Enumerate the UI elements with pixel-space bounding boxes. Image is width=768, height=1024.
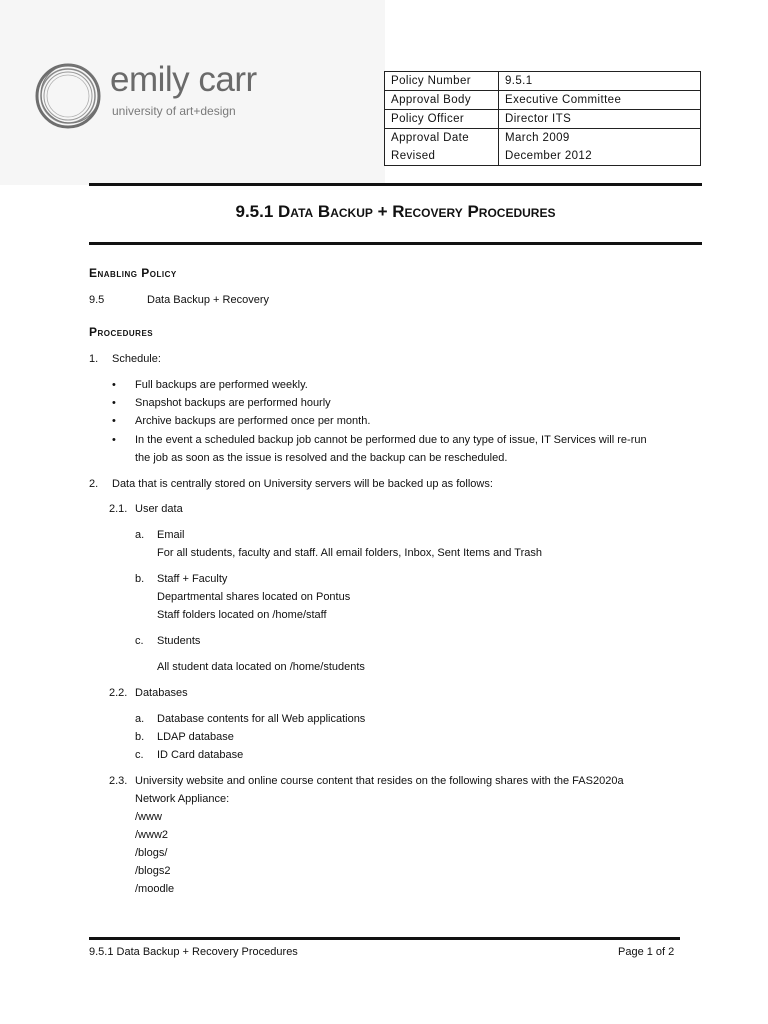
approval-body-label: Approval Body (385, 91, 499, 110)
list-item: Snapshot backups are performed hourly (135, 397, 331, 409)
bullet-icon: • (112, 397, 116, 409)
title-top-rule (89, 183, 702, 186)
list-item-continuation: the job as soon as the issue is resolved and the backup can be rescheduled. (135, 452, 508, 464)
subsection-text: Network Appliance: (135, 793, 230, 805)
list-item: Full backups are performed weekly. (135, 379, 308, 391)
table-row (385, 147, 701, 166)
bullet-icon: • (112, 379, 116, 391)
subsection-text: University website and online course content that resides on the following shares with the FAS2020a (135, 775, 624, 787)
list-item-title: Email (157, 529, 185, 541)
list-item-title: Students (157, 635, 201, 647)
list-item: Archive backups are performed once per month. (135, 415, 371, 427)
approval-body-value: Executive Committee (499, 91, 701, 110)
logo-wordmark: emily carr (110, 60, 257, 99)
policy-officer-label: Policy Officer (385, 110, 499, 129)
subsection-title: Databases (135, 687, 188, 699)
policy-officer-value: Director ITS (499, 110, 701, 129)
footer-rule (89, 937, 680, 940)
table-row (385, 72, 701, 91)
footer-title: 9.5.1 Data Backup + Recovery Procedures (89, 946, 298, 958)
list-letter: b. (135, 731, 145, 743)
list-item-number: 2. (89, 478, 99, 490)
bullet-icon: • (112, 434, 116, 446)
share-path: /blogs2 (135, 865, 171, 877)
list-item: Database contents for all Web applications (157, 713, 366, 725)
procedures-heading: Procedures (89, 325, 154, 339)
data-storage-text: Data that is centrally stored on University servers will be backed up as follows: (112, 478, 493, 490)
bullet-icon: • (112, 415, 116, 427)
share-path: /www (135, 811, 162, 823)
list-item-detail: Staff folders located on /home/staff (157, 609, 327, 621)
table-row (385, 129, 701, 148)
policy-number-value: 9.5.1 (499, 72, 701, 91)
logo-tagline: university of art+design (112, 104, 236, 118)
revised-label: Revised (385, 147, 499, 166)
list-item-detail: Departmental shares located on Pontus (157, 591, 351, 603)
subsection-number: 2.3. (109, 775, 128, 787)
page-number: Page 1 of 2 (618, 946, 675, 958)
approval-date-value: March 2009 (505, 132, 570, 144)
enabling-policy-number: 9.5 (89, 294, 105, 306)
subsection-number: 2.1. (109, 503, 128, 515)
list-item-detail: For all students, faculty and staff. All email folders, Inbox, Sent Items and Trash (157, 547, 542, 559)
subsection-number: 2.2. (109, 687, 128, 699)
list-item-title: Staff + Faculty (157, 573, 228, 585)
title-bottom-rule (89, 242, 702, 245)
subsection-title: User data (135, 503, 183, 515)
policy-number-label: Policy Number (385, 72, 499, 91)
list-letter: a. (135, 713, 145, 725)
share-path: /blogs/ (135, 847, 168, 859)
approval-date-label: Approval Date (385, 129, 499, 148)
enabling-policy-link: Data Backup + Recovery (147, 294, 269, 306)
list-item: LDAP database (157, 731, 234, 743)
list-letter: b. (135, 573, 145, 585)
table-row (385, 91, 701, 110)
schedule-label: Schedule: (112, 353, 161, 365)
table-row (385, 110, 701, 129)
share-path: /moodle (135, 883, 175, 895)
list-item-detail: All student data located on /home/students (157, 661, 365, 673)
list-item: ID Card database (157, 749, 244, 761)
list-letter: a. (135, 529, 145, 541)
list-letter: c. (135, 635, 144, 647)
enabling-policy-heading: Enabling Policy (89, 266, 177, 280)
list-item: In the event a scheduled backup job cannot be performed due to any type of issue, IT Services will re-run (135, 434, 647, 446)
page-title: 9.5.1 Data Backup + Recovery Procedures (235, 202, 556, 221)
revised-value: December 2012 (505, 150, 593, 162)
list-letter: c. (135, 749, 144, 761)
logo-ring-icon (32, 60, 104, 132)
list-item-number: 1. (89, 353, 99, 365)
share-path: /www2 (135, 829, 169, 841)
policy-info-table (384, 71, 701, 166)
